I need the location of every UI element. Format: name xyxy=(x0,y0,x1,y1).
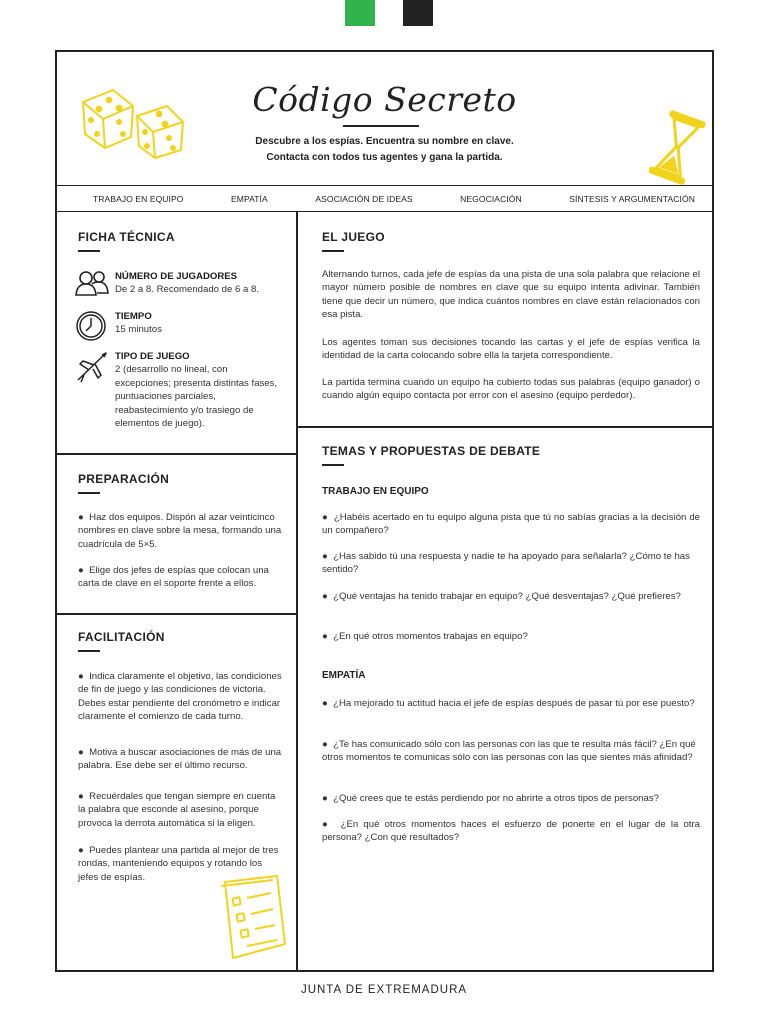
divider-preparacion xyxy=(57,453,297,455)
skill-asociacion-de-ideas: ASOCIACIÓN DE IDEAS xyxy=(315,193,413,204)
juego-paragraph: La partida termina cuando un equipo ha cubierto todas sus palabras (equipo ganador) o cuando algún equipo contacta por error con el asesino (equipo perdedor). xyxy=(322,377,700,402)
juego-paragraph: Alternando turnos, cada jefe de espías da una pista de una sola palabra que relacione el mayor número posible de nombres en clave que su equipo intenta adivinar. También tiene que decir un número, que indica cuántos nombres en clave están relacionados con esa pista. xyxy=(322,269,700,321)
trabajo-item: ● ¿Habéis acertado en tu equipo alguna pista que tú no sabías gracias a la decisión de un compañero? xyxy=(322,512,700,537)
skill-negociacion: NEGOCIACIÓN xyxy=(460,193,522,204)
facilitacion-item: ● Recuérdales que tengan siempre en cuenta la palabra que esconde al asesino, porque provoca la derrota automática si la eligen. xyxy=(78,791,276,829)
divider-facilitacion xyxy=(57,613,297,615)
subtitle-line-2: Contacta con todos tus agentes y gana la partida. xyxy=(266,152,503,163)
facilitacion-item: ● Puedes plantear una partida al mejor de tres rondas, manteniendo equipos y rotando los jefes de espías. xyxy=(78,845,279,883)
jugadores-value: De 2 a 8. Recomendado de 6 a 8. xyxy=(115,284,260,296)
empatia-item: ● ¿Qué crees que te estás perdiendo por no abrirte a otros tipos de personas? xyxy=(322,793,659,804)
preparacion-rule xyxy=(78,492,100,494)
page-title: Código Secreto xyxy=(252,80,517,119)
tiempo-value: 15 minutos xyxy=(115,324,162,336)
facilitacion-item: ● Motiva a buscar asociaciones de más de una palabra. Ese debe ser el último recurso. xyxy=(78,747,282,772)
juego-paragraph: Los agentes toman sus decisiones tocando las cartas y el jefe de espías verifica la identidad de la carta colocando sobre ella la tarjeta correspondiente. xyxy=(322,337,700,362)
spec-tiempo xyxy=(75,310,285,347)
skill-empatia: EMPATÍA xyxy=(231,193,268,204)
title-underline xyxy=(343,125,419,127)
temas-title: TEMAS Y PROPUESTAS DE DEBATE xyxy=(322,444,541,458)
trabajo-subtitle: TRABAJO EN EQUIPO xyxy=(322,486,429,497)
skill-trabajo-en-equipo: TRABAJO EN EQUIPO xyxy=(93,193,184,204)
ficha-title: FICHA TÉCNICA xyxy=(78,230,175,244)
facilitacion-item: ● Indica claramente el objetivo, las condiciones de fin de juego y las condiciones de victoria. Debes estar pendiente del cronómetro e indicar claramente el comienzo de cada turno. xyxy=(78,671,282,723)
clock-icon xyxy=(75,310,107,342)
empatia-item: ● ¿Ha mejorado tu actitud hacia el jefe de espías después de pasar tú por ese puesto? xyxy=(322,698,695,709)
trabajo-item: ● ¿Has sabido tú una respuesta y nadie te ha apoyado para señalarla? ¿Cómo te has sentido? xyxy=(322,551,690,576)
empatia-item: ● ¿En qué otros momentos haces el esfuerzo de ponerte en el lugar de la otra persona? ¿Con qué resultados? xyxy=(322,819,700,844)
facilitacion-title: FACILITACIÓN xyxy=(78,630,165,644)
facilitacion-rule xyxy=(78,650,100,652)
checklist-icon xyxy=(207,872,289,962)
footer-publisher: JUNTA DE EXTREMADURA xyxy=(300,984,468,996)
black-color-tab xyxy=(403,0,433,26)
tipo-label: TIPO DE JUEGO xyxy=(115,351,190,362)
preparacion-item: ● Haz dos equipos. Dispón al azar veinticinco nombres en clave sobre la mesa, formando una cuadrícula de 5×5. xyxy=(78,512,282,550)
column-divider xyxy=(296,212,298,972)
subtitle xyxy=(57,134,712,166)
spec-jugadores xyxy=(75,270,285,301)
juego-title: EL JUEGO xyxy=(322,230,385,244)
green-color-tab xyxy=(345,0,375,26)
ficha-rule xyxy=(78,250,100,252)
jugadores-label: NÚMERO DE JUGADORES xyxy=(115,271,238,282)
hourglass-icon xyxy=(642,110,712,186)
spec-tipo xyxy=(75,350,285,430)
divider-temas xyxy=(297,426,712,428)
temas-rule xyxy=(322,464,344,466)
trabajo-item: ● ¿Qué ventajas ha tenido trabajar en equipo? ¿Qué desventajas? ¿Qué prefieres? xyxy=(322,591,681,602)
skill-sintesis: SÍNTESIS Y ARGUMENTACIÓN xyxy=(569,193,695,204)
preparacion-title: PREPARACIÓN xyxy=(78,472,170,486)
empatia-subtitle: EMPATÍA xyxy=(322,670,366,681)
empatia-item: ● ¿Te has comunicado sólo con las personas con las que te resulta más fácil? ¿En qué otros momentos te comunicas sólo con las personas con las que sientes más afinidad? xyxy=(322,739,696,764)
preparacion-item: ● Elige dos jefes de espías que colocan una carta de clave en el soporte frente a ellos. xyxy=(78,565,269,590)
airplane-icon xyxy=(75,350,109,384)
card-frame xyxy=(55,50,714,972)
skills-bar xyxy=(57,186,712,212)
players-icon xyxy=(75,270,109,296)
subtitle-line-1: Descubre a los espías. Encuentra su nombre en clave. xyxy=(255,136,514,147)
tipo-value: 2 (desarrollo no lineal, con excepciones; presenta distintas fases, puntuaciones parciales, reabastecimiento y/o trasiego de elementos de juego). xyxy=(115,364,278,430)
card-header xyxy=(57,52,712,186)
juego-rule xyxy=(322,250,344,252)
trabajo-item: ● ¿En qué otros momentos trabajas en equipo? xyxy=(322,631,528,642)
tiempo-label: TIEMPO xyxy=(115,311,152,322)
